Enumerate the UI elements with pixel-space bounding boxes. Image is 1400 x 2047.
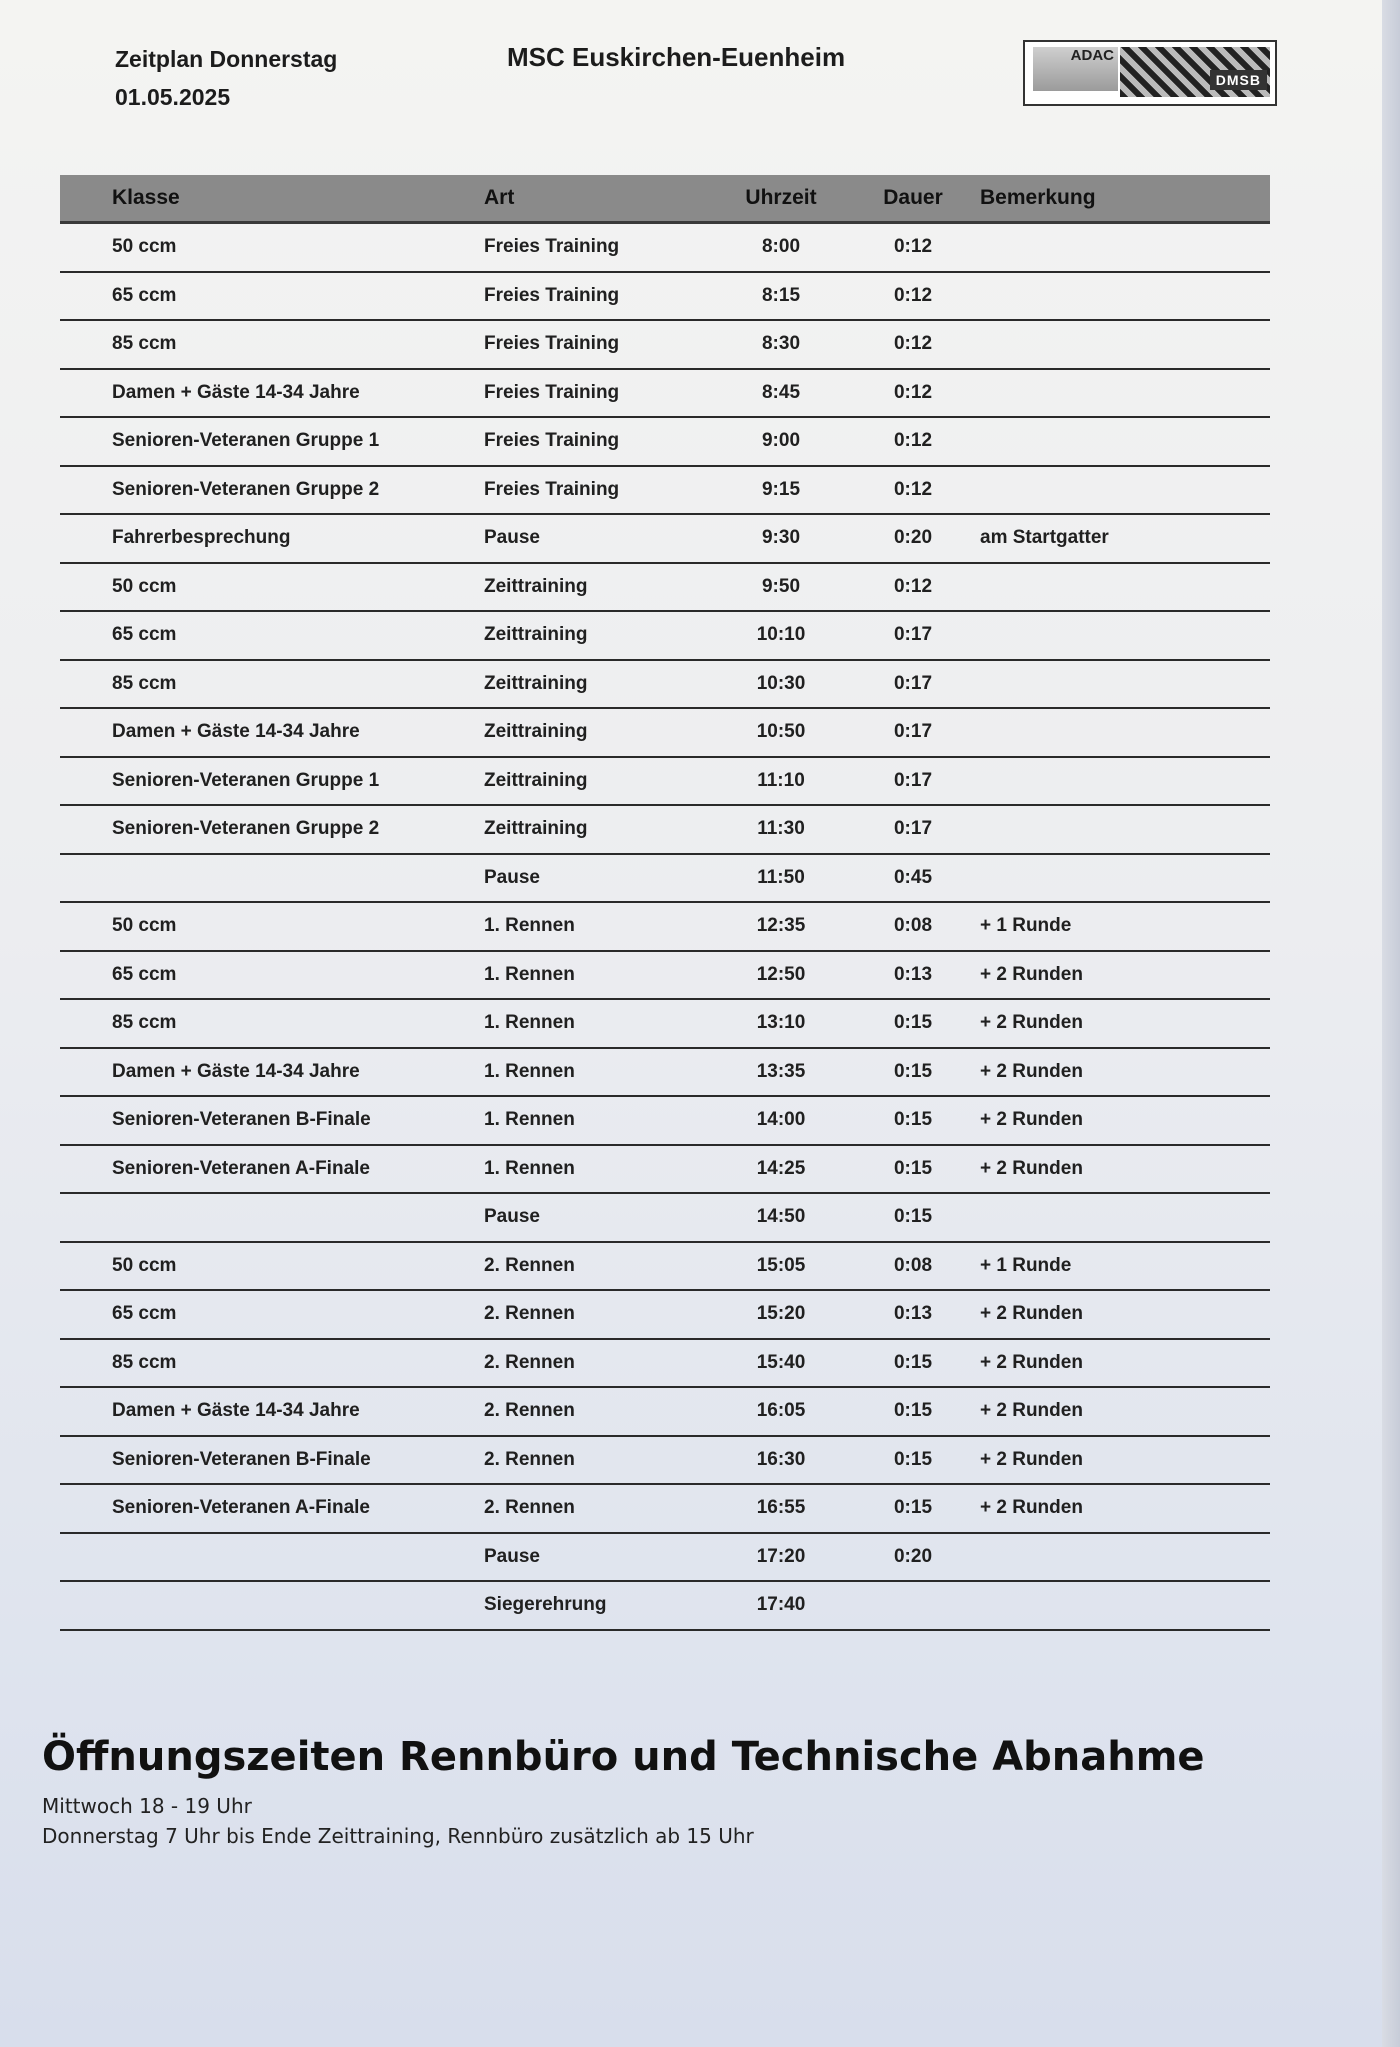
cell-art: 2. Rennen bbox=[478, 1339, 710, 1388]
col-header-uhrzeit: Uhrzeit bbox=[710, 175, 852, 223]
cell-bemerkung bbox=[974, 1533, 1270, 1582]
cell-dauer: 0:15 bbox=[852, 1193, 974, 1242]
col-header-art: Art bbox=[478, 175, 710, 223]
cell-uhrzeit: 15:05 bbox=[710, 1242, 852, 1291]
cell-klasse: Senioren-Veteranen B-Finale bbox=[60, 1436, 478, 1485]
cell-art: Pause bbox=[478, 1193, 710, 1242]
adac-dmsb-logo bbox=[1023, 40, 1277, 106]
schedule-body bbox=[60, 223, 1270, 1630]
cell-dauer: 0:15 bbox=[852, 1048, 974, 1097]
dmsb-logo-text: DMSB bbox=[1210, 70, 1267, 90]
table-row bbox=[60, 417, 1270, 466]
cell-bemerkung: + 2 Runden bbox=[974, 1387, 1270, 1436]
cell-uhrzeit: 11:10 bbox=[710, 757, 852, 806]
opening-hours-section bbox=[42, 1734, 1292, 1854]
cell-klasse: 65 ccm bbox=[60, 951, 478, 1000]
cell-klasse: Senioren-Veteranen Gruppe 1 bbox=[60, 757, 478, 806]
cell-dauer: 0:15 bbox=[852, 1339, 974, 1388]
event-date: 01.05.2025 bbox=[115, 84, 231, 110]
cell-bemerkung bbox=[974, 320, 1270, 369]
table-row bbox=[60, 757, 1270, 806]
cell-klasse: 65 ccm bbox=[60, 611, 478, 660]
cell-uhrzeit: 9:00 bbox=[710, 417, 852, 466]
cell-klasse: 85 ccm bbox=[60, 999, 478, 1048]
cell-bemerkung: + 2 Runden bbox=[974, 1096, 1270, 1145]
cell-art: 1. Rennen bbox=[478, 1145, 710, 1194]
cell-dauer: 0:15 bbox=[852, 1096, 974, 1145]
cell-klasse bbox=[60, 1193, 478, 1242]
cell-art: Siegerehrung bbox=[478, 1581, 710, 1630]
table-row bbox=[60, 1436, 1270, 1485]
cell-dauer: 0:08 bbox=[852, 902, 974, 951]
cell-art: 2. Rennen bbox=[478, 1290, 710, 1339]
cell-uhrzeit: 14:00 bbox=[710, 1096, 852, 1145]
cell-dauer: 0:12 bbox=[852, 563, 974, 612]
cell-uhrzeit: 16:05 bbox=[710, 1387, 852, 1436]
cell-uhrzeit: 10:30 bbox=[710, 660, 852, 709]
cell-klasse: 85 ccm bbox=[60, 660, 478, 709]
cell-dauer: 0:15 bbox=[852, 999, 974, 1048]
col-header-bemerkung: Bemerkung bbox=[974, 175, 1270, 223]
cell-dauer: 0:20 bbox=[852, 514, 974, 563]
cell-bemerkung: + 2 Runden bbox=[974, 1436, 1270, 1485]
cell-art: 1. Rennen bbox=[478, 902, 710, 951]
table-row bbox=[60, 1484, 1270, 1533]
cell-klasse: 50 ccm bbox=[60, 563, 478, 612]
cell-dauer: 0:17 bbox=[852, 805, 974, 854]
cell-art: Freies Training bbox=[478, 417, 710, 466]
cell-bemerkung bbox=[974, 563, 1270, 612]
cell-bemerkung: + 2 Runden bbox=[974, 1048, 1270, 1097]
cell-uhrzeit: 15:20 bbox=[710, 1290, 852, 1339]
cell-dauer: 0:17 bbox=[852, 611, 974, 660]
cell-art: Pause bbox=[478, 514, 710, 563]
table-row bbox=[60, 563, 1270, 612]
opening-hours-title: Öffnungszeiten Rennbüro und Technische Abnahme bbox=[42, 1734, 1205, 1780]
cell-dauer: 0:12 bbox=[852, 223, 974, 272]
table-row bbox=[60, 1387, 1270, 1436]
cell-art: Zeittraining bbox=[478, 563, 710, 612]
cell-art: 2. Rennen bbox=[478, 1436, 710, 1485]
cell-uhrzeit: 17:40 bbox=[710, 1581, 852, 1630]
table-row bbox=[60, 1339, 1270, 1388]
table-row bbox=[60, 902, 1270, 951]
cell-art: Zeittraining bbox=[478, 611, 710, 660]
cell-uhrzeit: 8:00 bbox=[710, 223, 852, 272]
cell-klasse: Senioren-Veteranen A-Finale bbox=[60, 1145, 478, 1194]
cell-bemerkung bbox=[974, 708, 1270, 757]
cell-dauer: 0:17 bbox=[852, 660, 974, 709]
cell-dauer: 0:12 bbox=[852, 369, 974, 418]
cell-klasse: 85 ccm bbox=[60, 1339, 478, 1388]
cell-art: 1. Rennen bbox=[478, 1096, 710, 1145]
table-row bbox=[60, 1290, 1270, 1339]
cell-bemerkung: + 1 Runde bbox=[974, 902, 1270, 951]
cell-art: Pause bbox=[478, 854, 710, 903]
cell-uhrzeit: 16:30 bbox=[710, 1436, 852, 1485]
cell-bemerkung bbox=[974, 1193, 1270, 1242]
table-row bbox=[60, 1193, 1270, 1242]
cell-uhrzeit: 10:10 bbox=[710, 611, 852, 660]
cell-art: Freies Training bbox=[478, 369, 710, 418]
cell-uhrzeit: 9:30 bbox=[710, 514, 852, 563]
cell-uhrzeit: 12:50 bbox=[710, 951, 852, 1000]
table-row bbox=[60, 369, 1270, 418]
cell-bemerkung bbox=[974, 854, 1270, 903]
cell-bemerkung bbox=[974, 660, 1270, 709]
adac-logo-text: ADAC bbox=[1033, 47, 1118, 91]
cell-art: 1. Rennen bbox=[478, 999, 710, 1048]
col-header-klasse: Klasse bbox=[60, 175, 478, 223]
cell-dauer: 0:20 bbox=[852, 1533, 974, 1582]
cell-art: 1. Rennen bbox=[478, 1048, 710, 1097]
table-row bbox=[60, 1145, 1270, 1194]
cell-uhrzeit: 8:45 bbox=[710, 369, 852, 418]
cell-klasse: 50 ccm bbox=[60, 902, 478, 951]
schedule-table bbox=[60, 175, 1270, 1631]
cell-bemerkung bbox=[974, 805, 1270, 854]
table-row bbox=[60, 1096, 1270, 1145]
cell-bemerkung: + 2 Runden bbox=[974, 999, 1270, 1048]
cell-uhrzeit: 14:25 bbox=[710, 1145, 852, 1194]
cell-uhrzeit: 8:30 bbox=[710, 320, 852, 369]
cell-uhrzeit: 9:50 bbox=[710, 563, 852, 612]
cell-klasse: 50 ccm bbox=[60, 223, 478, 272]
cell-klasse: 65 ccm bbox=[60, 1290, 478, 1339]
cell-dauer: 0:12 bbox=[852, 466, 974, 515]
cell-uhrzeit: 9:15 bbox=[710, 466, 852, 515]
cell-dauer: 0:13 bbox=[852, 951, 974, 1000]
table-row bbox=[60, 1533, 1270, 1582]
cell-dauer: 0:17 bbox=[852, 708, 974, 757]
cell-bemerkung bbox=[974, 466, 1270, 515]
cell-klasse bbox=[60, 1533, 478, 1582]
cell-bemerkung bbox=[974, 611, 1270, 660]
cell-bemerkung: + 1 Runde bbox=[974, 1242, 1270, 1291]
day-title: Zeitplan Donnerstag bbox=[115, 46, 338, 72]
cell-uhrzeit: 17:20 bbox=[710, 1533, 852, 1582]
cell-bemerkung: + 2 Runden bbox=[974, 1339, 1270, 1388]
cell-art: Zeittraining bbox=[478, 757, 710, 806]
cell-art: 1. Rennen bbox=[478, 951, 710, 1000]
cell-klasse: Senioren-Veteranen Gruppe 2 bbox=[60, 466, 478, 515]
cell-dauer: 0:15 bbox=[852, 1484, 974, 1533]
cell-klasse: Damen + Gäste 14-34 Jahre bbox=[60, 1048, 478, 1097]
table-row bbox=[60, 223, 1270, 272]
table-row bbox=[60, 660, 1270, 709]
cell-bemerkung bbox=[974, 1581, 1270, 1630]
table-row bbox=[60, 951, 1270, 1000]
cell-art: Freies Training bbox=[478, 466, 710, 515]
cell-uhrzeit: 13:10 bbox=[710, 999, 852, 1048]
table-row bbox=[60, 514, 1270, 563]
cell-art: Zeittraining bbox=[478, 708, 710, 757]
cell-art: 2. Rennen bbox=[478, 1387, 710, 1436]
table-row bbox=[60, 466, 1270, 515]
cell-dauer: 0:12 bbox=[852, 417, 974, 466]
cell-art: Freies Training bbox=[478, 223, 710, 272]
table-row bbox=[60, 320, 1270, 369]
club-name: MSC Euskirchen-Euenheim bbox=[507, 42, 846, 72]
cell-dauer: 0:13 bbox=[852, 1290, 974, 1339]
cell-dauer: 0:12 bbox=[852, 320, 974, 369]
cell-bemerkung: am Startgatter bbox=[974, 514, 1270, 563]
table-row bbox=[60, 272, 1270, 321]
cell-klasse bbox=[60, 1581, 478, 1630]
cell-art: Pause bbox=[478, 1533, 710, 1582]
table-row bbox=[60, 1048, 1270, 1097]
cell-bemerkung bbox=[974, 369, 1270, 418]
cell-uhrzeit: 10:50 bbox=[710, 708, 852, 757]
cell-klasse: 85 ccm bbox=[60, 320, 478, 369]
cell-art: 2. Rennen bbox=[478, 1242, 710, 1291]
cell-klasse: Damen + Gäste 14-34 Jahre bbox=[60, 369, 478, 418]
cell-klasse: Damen + Gäste 14-34 Jahre bbox=[60, 708, 478, 757]
cell-uhrzeit: 14:50 bbox=[710, 1193, 852, 1242]
cell-bemerkung: + 2 Runden bbox=[974, 1145, 1270, 1194]
cell-uhrzeit: 16:55 bbox=[710, 1484, 852, 1533]
cell-dauer: 0:15 bbox=[852, 1436, 974, 1485]
cell-dauer bbox=[852, 1581, 974, 1630]
header-left bbox=[115, 40, 337, 116]
cell-art: Freies Training bbox=[478, 320, 710, 369]
opening-hours-line-1: Mittwoch 18 - 19 Uhr bbox=[42, 1794, 252, 1818]
cell-klasse: Senioren-Veteranen Gruppe 1 bbox=[60, 417, 478, 466]
cell-dauer: 0:15 bbox=[852, 1387, 974, 1436]
cell-bemerkung bbox=[974, 757, 1270, 806]
table-row bbox=[60, 1242, 1270, 1291]
table-row bbox=[60, 708, 1270, 757]
cell-dauer: 0:08 bbox=[852, 1242, 974, 1291]
table-row bbox=[60, 854, 1270, 903]
page-header bbox=[115, 36, 1295, 116]
cell-uhrzeit: 13:35 bbox=[710, 1048, 852, 1097]
table-row bbox=[60, 611, 1270, 660]
cell-bemerkung: + 2 Runden bbox=[974, 1484, 1270, 1533]
cell-klasse: 65 ccm bbox=[60, 272, 478, 321]
cell-bemerkung: + 2 Runden bbox=[974, 951, 1270, 1000]
cell-dauer: 0:12 bbox=[852, 272, 974, 321]
cell-uhrzeit: 11:50 bbox=[710, 854, 852, 903]
table-row bbox=[60, 999, 1270, 1048]
cell-bemerkung bbox=[974, 272, 1270, 321]
cell-art: Zeittraining bbox=[478, 805, 710, 854]
cell-uhrzeit: 15:40 bbox=[710, 1339, 852, 1388]
cell-uhrzeit: 11:30 bbox=[710, 805, 852, 854]
cell-klasse: 50 ccm bbox=[60, 1242, 478, 1291]
cell-klasse: Damen + Gäste 14-34 Jahre bbox=[60, 1387, 478, 1436]
cell-bemerkung bbox=[974, 223, 1270, 272]
cell-dauer: 0:45 bbox=[852, 854, 974, 903]
cell-bemerkung: + 2 Runden bbox=[974, 1290, 1270, 1339]
cell-klasse: Senioren-Veteranen Gruppe 2 bbox=[60, 805, 478, 854]
cell-uhrzeit: 8:15 bbox=[710, 272, 852, 321]
table-row bbox=[60, 805, 1270, 854]
cell-klasse: Fahrerbesprechung bbox=[60, 514, 478, 563]
paper-edge bbox=[1382, 0, 1400, 2047]
cell-bemerkung bbox=[974, 417, 1270, 466]
col-header-dauer: Dauer bbox=[852, 175, 974, 223]
cell-art: Freies Training bbox=[478, 272, 710, 321]
cell-dauer: 0:17 bbox=[852, 757, 974, 806]
cell-art: 2. Rennen bbox=[478, 1484, 710, 1533]
cell-dauer: 0:15 bbox=[852, 1145, 974, 1194]
table-row bbox=[60, 1581, 1270, 1630]
cell-klasse bbox=[60, 854, 478, 903]
cell-klasse: Senioren-Veteranen A-Finale bbox=[60, 1484, 478, 1533]
cell-uhrzeit: 12:35 bbox=[710, 902, 852, 951]
cell-klasse: Senioren-Veteranen B-Finale bbox=[60, 1096, 478, 1145]
table-header-row bbox=[60, 175, 1270, 223]
opening-hours-line-2: Donnerstag 7 Uhr bis Ende Zeittraining, Rennbüro zusätzlich ab 15 Uhr bbox=[42, 1824, 754, 1848]
cell-art: Zeittraining bbox=[478, 660, 710, 709]
